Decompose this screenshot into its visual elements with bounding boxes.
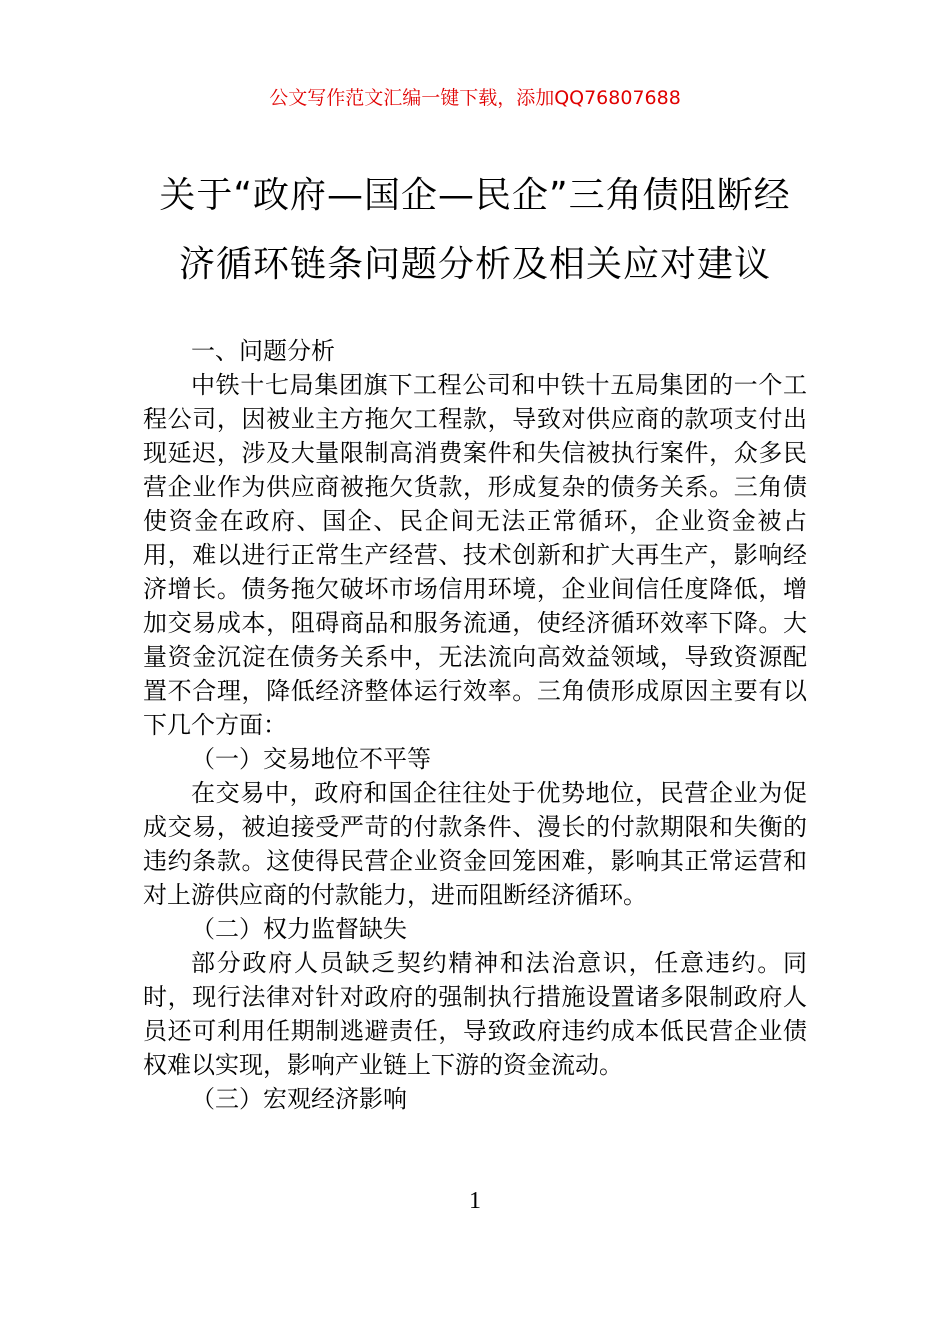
subsection-heading: （二）权力监督缺失 bbox=[191, 915, 407, 943]
page-number: 1 bbox=[469, 1188, 481, 1214]
paragraph: 中铁十七局集团旗下工程公司和中铁十五局集团的一个工程公司，因被业主方拖欠工程款，导致对供应商的款项支付出现延迟，涉及大量限制高消费案件和失信被执行案件，众多民营企业作为供应商被拖欠货款，形成复杂的债务关系。三角债使资金在政府、国企、民企间无法正常循环，企业资金被占用，难以进行正常生产经营、技术创新和扩大再生产，影响经济增长。债务拖欠破坏市场信用环境，企业间信任度降低，增加交易成本，阻碍商品和服务流通，使经济循环效率下降。大量资金沉淀在债务关系中，无法流向高效益领域，导致资源配置不合理，降低经济整体运行效率。三角债形成原因主要有以下几个方面： bbox=[143, 371, 807, 739]
subsection-heading: （三）宏观经济影响 bbox=[191, 1085, 407, 1113]
document-title-line-2: 济循环链条问题分析及相关应对建议 bbox=[178, 244, 771, 285]
paragraph: 部分政府人员缺乏契约精神和法治意识，任意违约。同时，现行法律对针对政府的强制执行措施设置诸多限制政府人员还可利用任期制逃避责任，导致政府违约成本低民营企业债权难以实现，影响产业链上下游的资金流动。 bbox=[143, 949, 807, 1079]
subsection-heading: （一）交易地位不平等 bbox=[191, 745, 431, 773]
paragraph: 在交易中，政府和国企往往处于优势地位，民营企业为促成交易，被迫接受严苛的付款条件、漫长的付款期限和失衡的违约条款。这使得民营企业资金回笼困难，影响其正常运营和对上游供应商的付款能力，进而阻断经济循环。 bbox=[143, 779, 807, 909]
section-heading: 一、问题分析 bbox=[191, 337, 335, 365]
watermark-header: 公文写作范文汇编一键下载，添加QQ76807688 bbox=[269, 87, 681, 109]
document-title-line-1: 关于“政府—国企—民企”三角债阻断经 bbox=[159, 175, 791, 216]
document-body bbox=[143, 334, 807, 1116]
